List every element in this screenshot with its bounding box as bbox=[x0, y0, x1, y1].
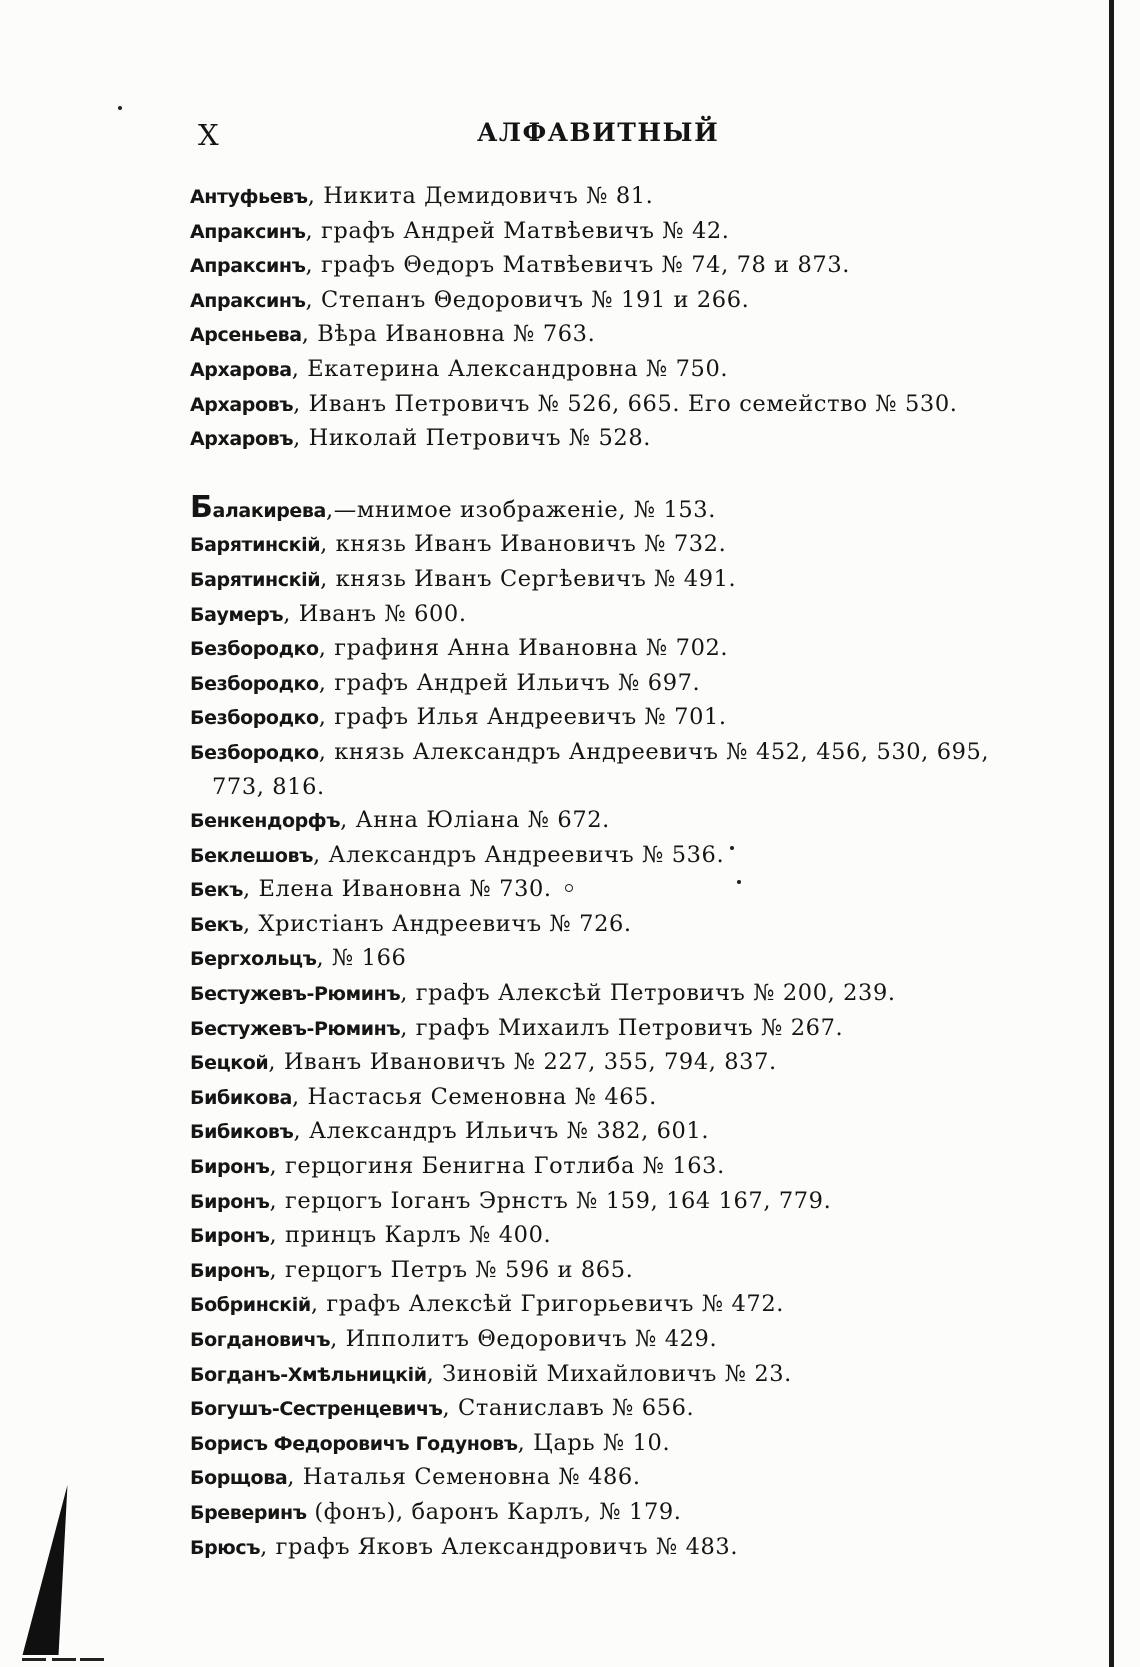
entry-name: Биронъ bbox=[190, 1259, 270, 1282]
entry-text: ,—мнимое изображеніе, № 153. bbox=[325, 496, 716, 523]
entry-text: , князь Александръ Андреевичъ № 452, 456, 530, 695, bbox=[318, 738, 990, 765]
index-entry bbox=[190, 318, 1090, 353]
entry-text: , Иванъ № 600. bbox=[283, 600, 467, 627]
entry-name: Безбородко bbox=[190, 741, 319, 764]
entry-name: Архарова bbox=[190, 358, 292, 381]
entry-text: , герцогиня Бенигна Готлиба № 163. bbox=[269, 1153, 725, 1180]
index-entry bbox=[190, 1012, 1090, 1047]
index-entry bbox=[190, 701, 1090, 736]
entry-text: , князь Иванъ Ивановичъ № 732. bbox=[320, 531, 727, 558]
index-entry bbox=[190, 598, 1090, 633]
index-entry bbox=[190, 528, 1090, 563]
entry-text: , Никита Демидовичъ № 81. bbox=[307, 183, 654, 209]
entry-text: , графъ Илья Андреевичъ № 701. bbox=[318, 704, 727, 731]
index-entry bbox=[190, 977, 1090, 1012]
entry-text: , Настасья Семеновна № 465. bbox=[291, 1083, 657, 1110]
scan-shadow-mark bbox=[23, 1485, 86, 1655]
index-entry bbox=[190, 667, 1090, 702]
entry-text: , графъ Михаилъ Петровичъ № 267. bbox=[400, 1014, 844, 1041]
entry-name: Бибикова bbox=[190, 1086, 292, 1109]
entry-text: , Христіанъ Андреевичъ № 726. bbox=[242, 910, 632, 937]
index-entry bbox=[190, 249, 1090, 284]
entry-name: Бекъ bbox=[190, 879, 243, 902]
entry-text: (фонъ), баронъ Карлъ, № 179. bbox=[306, 1498, 682, 1525]
entry-text: , Анна Юліана № 672. bbox=[340, 807, 610, 834]
entry-text: , графъ Андрей Ильичъ № 697. bbox=[318, 669, 701, 696]
entry-name: Безбородко bbox=[190, 638, 319, 661]
index-entry bbox=[190, 215, 1090, 250]
index-entry bbox=[190, 632, 1090, 667]
index-entry bbox=[190, 422, 1090, 457]
index-entry bbox=[190, 491, 1090, 529]
entry-name: Безбородко bbox=[190, 707, 319, 730]
page-number: X bbox=[198, 118, 219, 152]
entry-name: Безбородко bbox=[190, 672, 319, 695]
entry-name: Биронъ bbox=[190, 1225, 270, 1248]
entry-name: Барятинскій bbox=[190, 568, 321, 591]
entry-text: , графъ Алексѣй Петровичъ № 200, 239. bbox=[400, 980, 896, 1007]
entry-initial: Б bbox=[190, 489, 213, 525]
index-entry bbox=[190, 353, 1090, 388]
entry-text: , графиня Анна Ивановна № 702. bbox=[318, 635, 729, 662]
scan-binding-edge bbox=[1109, 0, 1114, 1667]
entry-text: , графъ Алексѣй Григорьевичъ № 472. bbox=[310, 1291, 784, 1318]
scan-dash-mark bbox=[80, 1658, 104, 1661]
index-entry bbox=[190, 180, 1090, 215]
index-entry bbox=[190, 804, 1090, 839]
index-entry bbox=[190, 563, 1090, 598]
entry-text: , герцогъ Іоганъ Эрнстъ № 159, 164 167, 779. bbox=[269, 1187, 832, 1214]
entry-text: , Иванъ Ивановичъ № 227, 355, 794, 837. bbox=[268, 1049, 777, 1076]
entry-name: Бобринскій bbox=[190, 1294, 311, 1317]
index-list bbox=[190, 180, 1090, 1565]
entry-name: Арсеньева bbox=[190, 324, 302, 347]
entry-text: 773, 816. bbox=[212, 773, 325, 800]
entry-name: Биронъ bbox=[190, 1190, 270, 1213]
entry-text: , принцъ Карлъ № 400. bbox=[269, 1222, 552, 1249]
index-entry bbox=[190, 1427, 1090, 1462]
index-entry bbox=[190, 1392, 1090, 1427]
entry-name: Бергхольцъ bbox=[190, 948, 317, 971]
entry-name: Антуфьевъ bbox=[190, 186, 308, 208]
index-entry bbox=[190, 908, 1090, 943]
index-entry bbox=[190, 1531, 1090, 1566]
entry-text: , графъ Яковъ Александровичъ № 483. bbox=[260, 1533, 739, 1560]
entry-name: Беклешовъ bbox=[190, 844, 313, 867]
entry-name: Борисъ Федоровичъ Годуновъ bbox=[190, 1432, 518, 1455]
entry-text: , Степанъ Θедоровичъ № 191 и 266. bbox=[305, 286, 750, 313]
index-entry bbox=[190, 736, 1090, 771]
index-entry bbox=[190, 942, 1090, 977]
scan-dash-mark bbox=[52, 1658, 76, 1661]
index-entry bbox=[190, 1461, 1090, 1496]
entry-text: , Александръ Ильичъ № 382, 601. bbox=[293, 1118, 710, 1145]
index-entry-continuation bbox=[190, 771, 1090, 805]
entry-name: Богдановичъ bbox=[190, 1329, 331, 1351]
entry-name: Апраксинъ bbox=[190, 255, 306, 278]
entry-name: Бекъ bbox=[190, 913, 243, 936]
index-entry bbox=[190, 1046, 1090, 1081]
entry-name: Бестужевъ-Рюминъ bbox=[190, 983, 401, 1006]
entry-name: Борщова bbox=[190, 1467, 288, 1490]
entry-text: , Елена Ивановна № 730. bbox=[242, 876, 552, 903]
index-entry bbox=[190, 284, 1090, 319]
index-entry bbox=[190, 1288, 1090, 1323]
index-entry bbox=[190, 839, 1090, 874]
entry-name: Бецкой bbox=[190, 1052, 269, 1075]
entry-text: , Царь № 10. bbox=[517, 1429, 671, 1456]
entry-name: Апраксинъ bbox=[190, 289, 306, 312]
index-entry bbox=[190, 1496, 1090, 1531]
entry-text: , герцогъ Петръ № 596 и 865. bbox=[269, 1256, 634, 1283]
index-entry bbox=[190, 873, 1090, 908]
entry-name: алакирева bbox=[212, 499, 326, 522]
entry-text: , Вѣра Ивановна № 763. bbox=[301, 321, 596, 348]
page-heading: АЛФАВИТНЫЙ bbox=[477, 118, 720, 147]
entry-text: , Николай Петровичъ № 528. bbox=[293, 425, 652, 452]
entry-name: Бестужевъ-Рюминъ bbox=[190, 1017, 401, 1040]
entry-text: , князь Иванъ Сергѣевичъ № 491. bbox=[320, 565, 737, 592]
entry-text: , Станиславъ № 656. bbox=[442, 1395, 695, 1422]
entry-name: Барятинскій bbox=[190, 534, 321, 557]
entry-text: , графъ Θедоръ Матвѣевичъ № 74, 78 и 873. bbox=[305, 252, 851, 279]
entry-name: Брюсъ bbox=[190, 1536, 261, 1559]
index-entry bbox=[190, 1185, 1090, 1220]
entry-name: Богданъ-Хмѣльницкій bbox=[190, 1363, 427, 1386]
entry-text: , Ипполитъ Θедоровичъ № 429. bbox=[330, 1326, 718, 1352]
scan-dash-mark bbox=[22, 1658, 46, 1661]
index-entry bbox=[190, 1358, 1090, 1393]
entry-name: Бибиковъ bbox=[190, 1121, 294, 1144]
entry-name: Богушъ-Сестренцевичъ bbox=[190, 1398, 443, 1421]
entry-text: , графъ Андрей Матвѣевичъ № 42. bbox=[305, 217, 730, 244]
entry-name: Баумеръ bbox=[190, 603, 284, 626]
entry-name: Бенкендорфъ bbox=[190, 810, 341, 833]
entry-text: , Зиновій Михайловичъ № 23. bbox=[426, 1360, 792, 1387]
entry-name: Архаровъ bbox=[190, 428, 294, 451]
index-entry bbox=[190, 388, 1090, 423]
entry-text: , Екатерина Александровна № 750. bbox=[291, 355, 729, 382]
index-entry bbox=[190, 1150, 1090, 1185]
index-entry bbox=[190, 1254, 1090, 1289]
index-entry bbox=[190, 1115, 1090, 1150]
index-entry bbox=[190, 1323, 1090, 1358]
entry-text: , Александръ Андреевичъ № 536. bbox=[313, 841, 725, 868]
entry-name: Апраксинъ bbox=[190, 220, 306, 243]
entry-text: , № 166 bbox=[316, 945, 407, 972]
entry-name: Биронъ bbox=[190, 1156, 270, 1179]
entry-text: , Иванъ Петровичъ № 526, 665. Его семейство № 530. bbox=[293, 390, 958, 417]
entry-name: Бреверинъ bbox=[190, 1501, 307, 1524]
index-entry bbox=[190, 1219, 1090, 1254]
index-entry bbox=[190, 1081, 1090, 1116]
entry-name: Архаровъ bbox=[190, 393, 294, 416]
entry-text: , Наталья Семеновна № 486. bbox=[287, 1464, 641, 1491]
scan-speck bbox=[118, 106, 122, 110]
